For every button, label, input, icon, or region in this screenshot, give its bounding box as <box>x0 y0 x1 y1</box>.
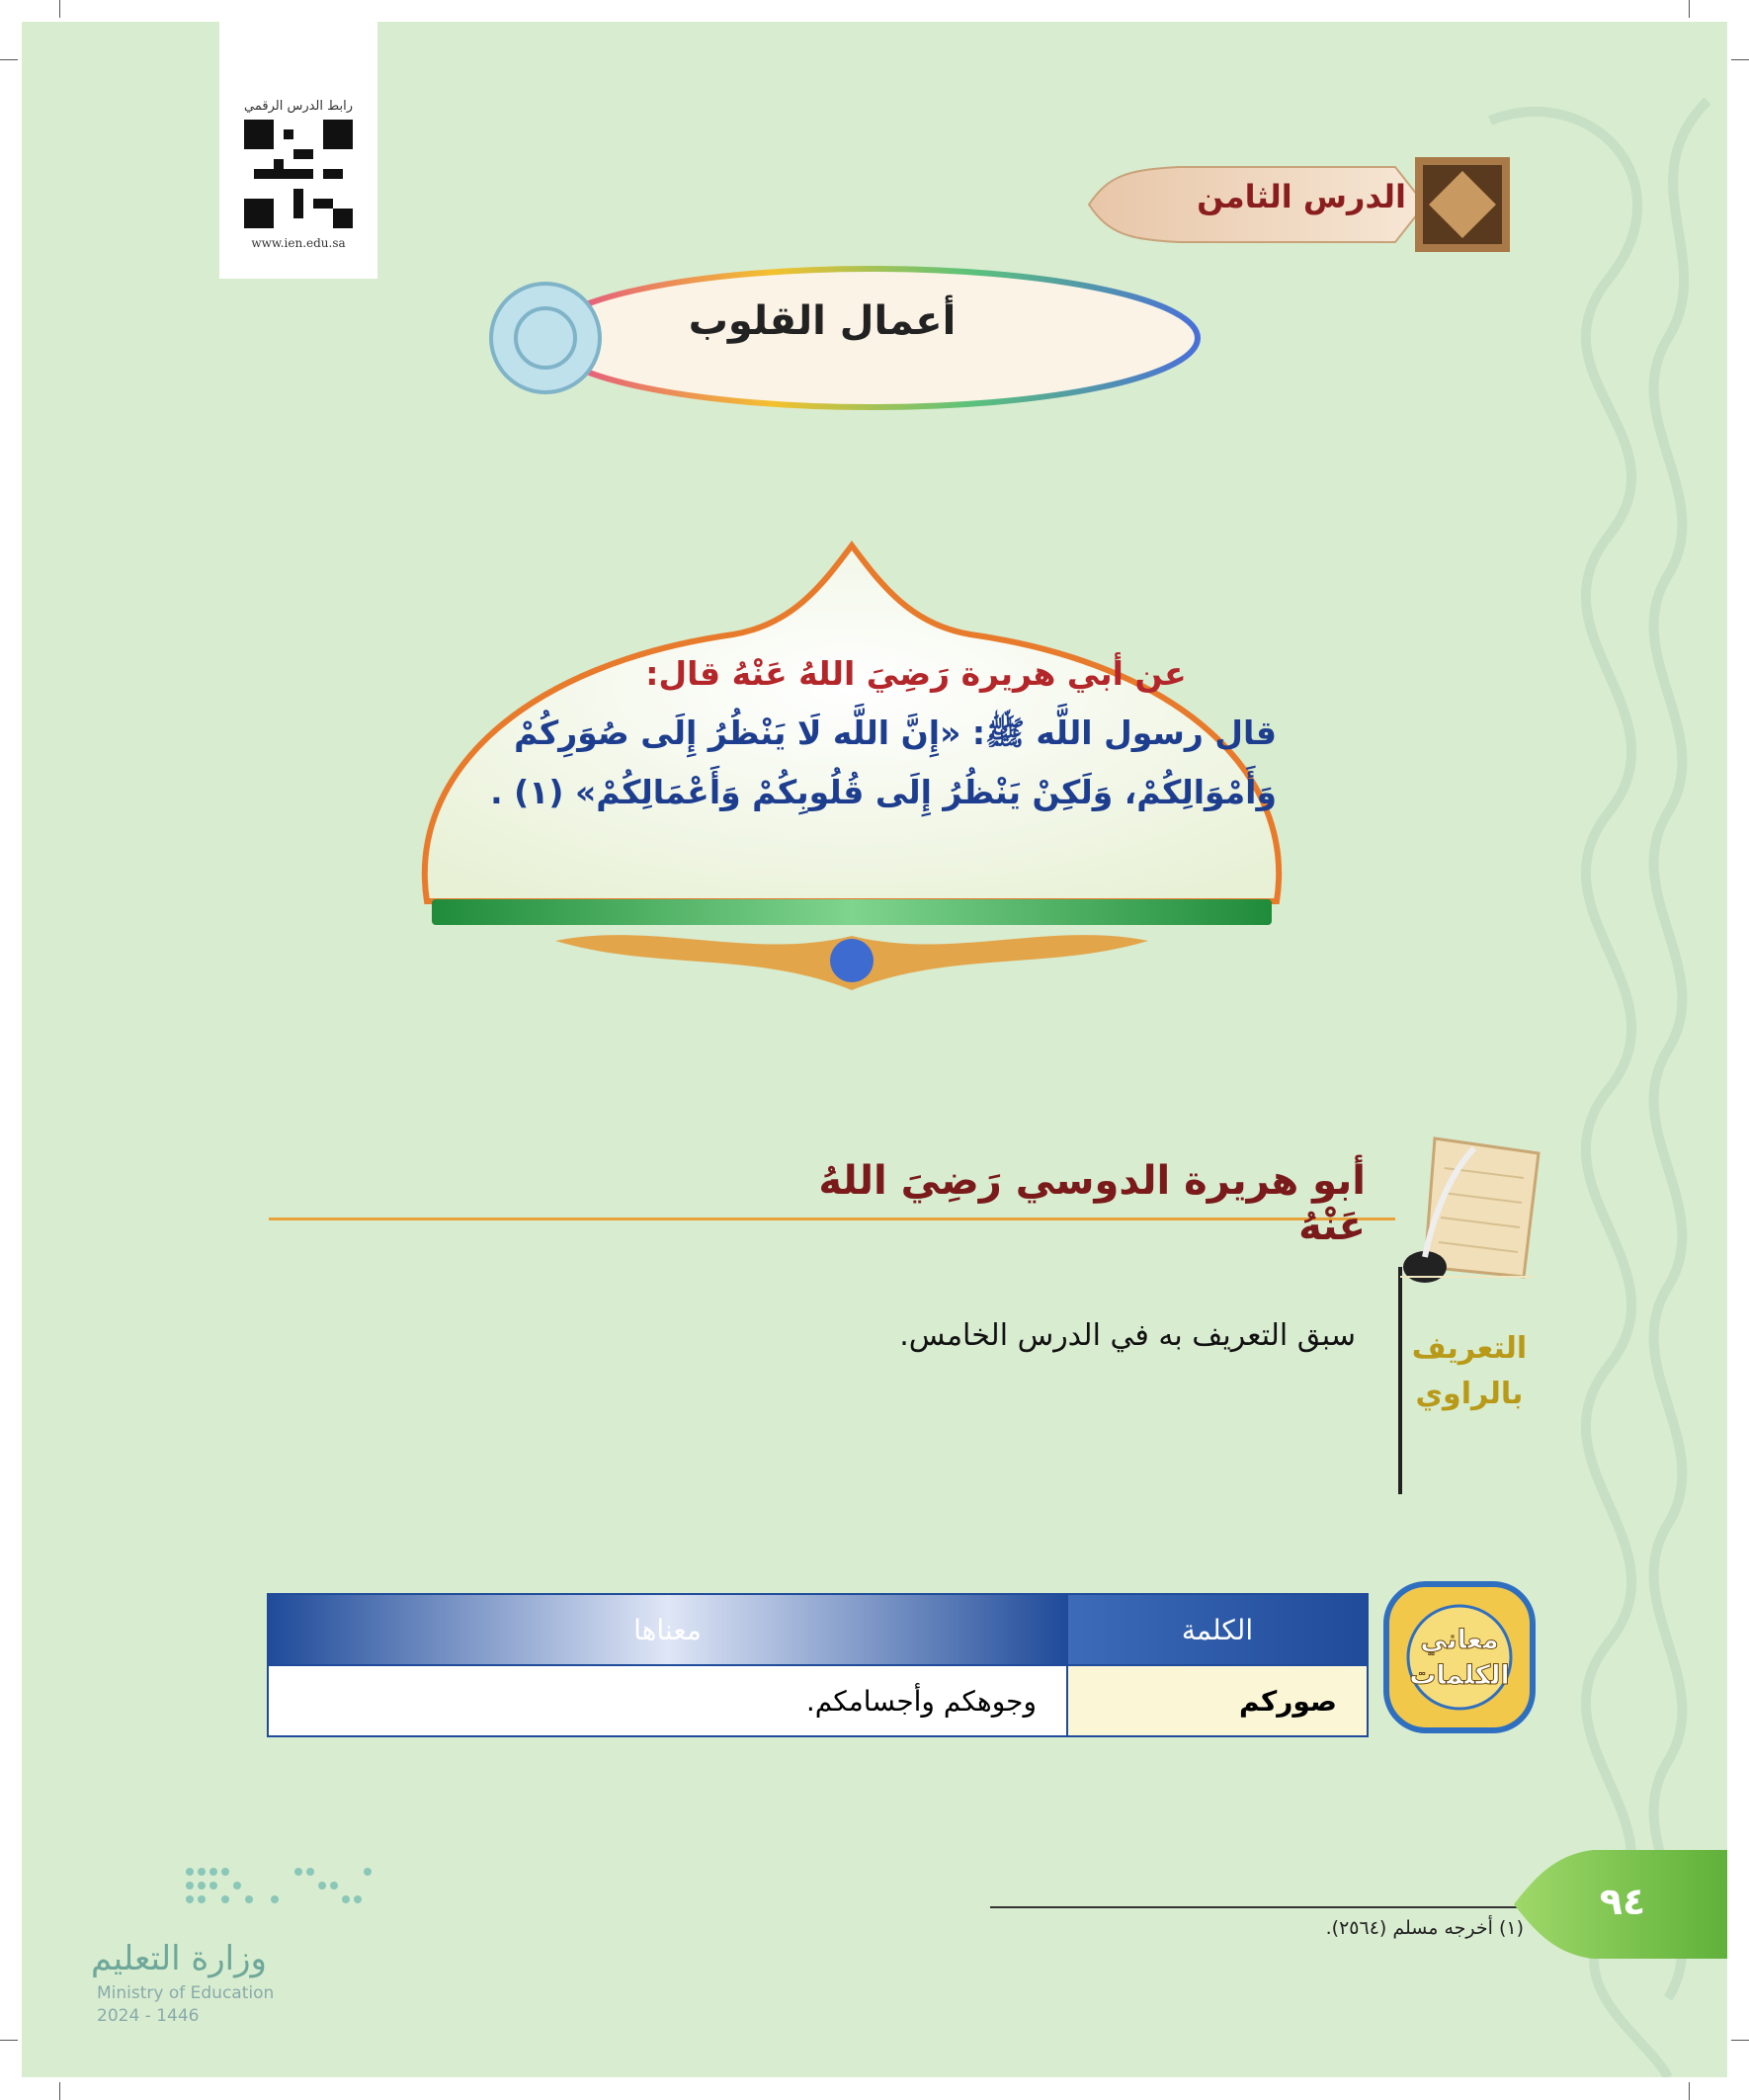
table-header-row <box>268 1594 1368 1665</box>
lesson-number: الدرس الثامن <box>1197 178 1406 215</box>
narrator-side-label-1: التعريف <box>1411 1331 1528 1366</box>
crop-mark <box>1689 2082 1690 2100</box>
qr-url[interactable]: www.ien.edu.sa <box>251 236 346 250</box>
decorative-border-pattern <box>1470 22 1727 2077</box>
crop-mark <box>1731 59 1749 60</box>
crop-mark <box>59 2082 60 2100</box>
narrator-body: سبق التعريف به في الدرس الخامس. <box>899 1318 1356 1353</box>
word-meanings-label <box>1385 1623 1534 1694</box>
hadith-text <box>437 644 1277 822</box>
qr-code-icon[interactable] <box>244 120 353 228</box>
hadith-line-3: وَأَمْوَالِكُمْ، وَلَكِنْ يَنْظُرُ إِلَى قُلُوبِكُمْ وَأَعْمَالِكُمْ» (١) . <box>490 773 1277 811</box>
qr-label: رابط الدرس الرقمي <box>244 99 353 114</box>
word-meanings-label-1: معاني <box>1420 1625 1499 1655</box>
textbook-page <box>22 22 1727 2077</box>
cell-word: صوركم <box>1067 1665 1368 1736</box>
header-meaning: معناها <box>268 1594 1067 1665</box>
crop-mark <box>1689 0 1690 18</box>
crop-mark <box>0 2040 18 2041</box>
cell-meaning: وجوهكم وأجسامكم. <box>268 1665 1067 1736</box>
word-meanings-table <box>267 1593 1369 1737</box>
crop-mark <box>1731 2040 1749 2041</box>
footnote: (١) أخرجه مسلم (٢٥٦٤). <box>1325 1917 1524 1939</box>
word-meanings-label-2: الكلمات <box>1409 1660 1510 1691</box>
qr-code-panel[interactable] <box>219 22 377 279</box>
scroll-quill-icon <box>1385 1129 1553 1287</box>
page-number: ٩٤ <box>1599 1880 1646 1923</box>
hadith-line-1: عن أبي هريرة رَضِيَ اللهُ عَنْهُ قال: <box>645 654 1187 693</box>
footnote-divider <box>990 1906 1524 1908</box>
crop-mark <box>0 59 18 60</box>
hadith-line-2: قال رسول اللَّه ﷺ: «إِنَّ اللَّه لَا يَنْظُرُ إِلَى صُوَرِكُمْ <box>514 714 1277 752</box>
narrator-title: أبو هريرة الدوسي رَضِيَ اللهُ عَنْهُ <box>818 1158 1366 1249</box>
ministry-name-en: Ministry of Education <box>97 1983 275 2003</box>
narrator-side-label-2: بالراوي <box>1415 1377 1524 1411</box>
crop-mark <box>59 0 60 18</box>
table-row <box>268 1665 1368 1736</box>
ministry-logo-icon <box>180 1862 377 1921</box>
ministry-year: 2024 - 1446 <box>97 2006 200 2026</box>
ministry-name-ar: وزارة التعليم <box>91 1939 267 1978</box>
narrator-side-label <box>1400 1326 1539 1417</box>
header-word: الكلمة <box>1067 1594 1368 1665</box>
lesson-title: أعمال القلوب <box>688 298 957 344</box>
